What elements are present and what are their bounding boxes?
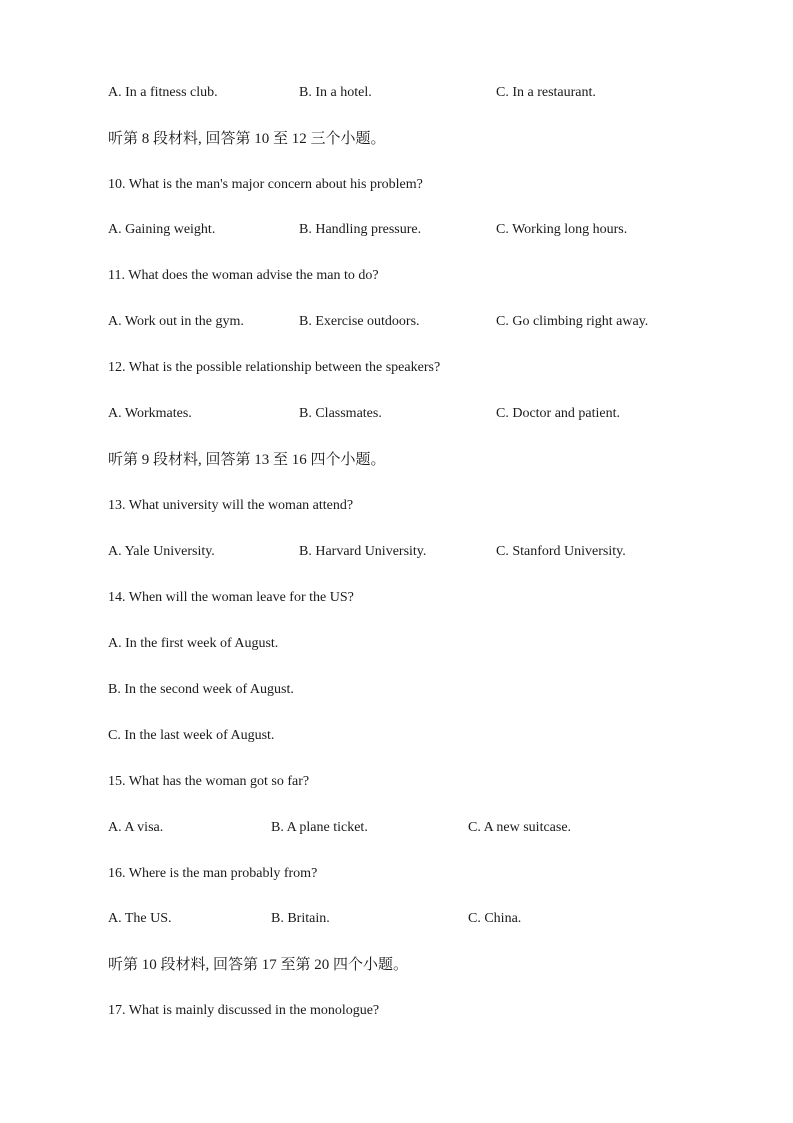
option-b: B. A plane ticket. [271, 820, 368, 835]
section-heading-passage-8: 听第 8 段材料, 回答第 10 至 12 三个小题。 [108, 131, 386, 147]
option-a-q14: A. In the first week of August. [108, 636, 279, 651]
question-10: 10. What is the man's major concern about his problem? [108, 177, 423, 192]
option-b-q14: B. In the second week of August. [108, 682, 294, 697]
question-16: 16. Where is the man probably from? [108, 866, 318, 881]
option-b: B. Exercise outdoors. [299, 314, 420, 329]
option-a: A. The US. [108, 911, 172, 926]
question-14: 14. When will the woman leave for the US? [108, 590, 354, 605]
option-a: A. Work out in the gym. [108, 314, 244, 329]
question-11: 11. What does the woman advise the man to do? [108, 268, 379, 283]
option-c: C. Doctor and patient. [496, 406, 621, 421]
question-13: 13. What university will the woman attend? [108, 498, 354, 513]
option-b: B. Harvard University. [299, 544, 427, 559]
option-c: C. Working long hours. [496, 222, 628, 237]
option-c: C. China. [468, 911, 522, 926]
option-a: A. In a fitness club. [108, 85, 218, 100]
option-a: A. Gaining weight. [108, 222, 216, 237]
option-c: C. A new suitcase. [468, 820, 572, 835]
option-c: C. In a restaurant. [496, 85, 596, 100]
section-heading-passage-9: 听第 9 段材料, 回答第 13 至 16 四个小题。 [108, 452, 386, 468]
option-a: A. Workmates. [108, 406, 192, 421]
option-a: A. Yale University. [108, 544, 215, 559]
option-b: B. Handling pressure. [299, 222, 422, 237]
question-12: 12. What is the possible relationship between the speakers? [108, 360, 441, 375]
option-c-q14: C. In the last week of August. [108, 728, 275, 743]
option-a: A. A visa. [108, 820, 164, 835]
option-c: C. Stanford University. [496, 544, 626, 559]
option-b: B. Classmates. [299, 406, 382, 421]
section-heading-passage-10: 听第 10 段材料, 回答第 17 至第 20 四个小题。 [108, 957, 409, 973]
question-17: 17. What is mainly discussed in the monologue? [108, 1003, 380, 1018]
option-b: B. Britain. [271, 911, 330, 926]
option-b: B. In a hotel. [299, 85, 372, 100]
option-c: C. Go climbing right away. [496, 314, 649, 329]
question-15: 15. What has the woman got so far? [108, 774, 310, 789]
